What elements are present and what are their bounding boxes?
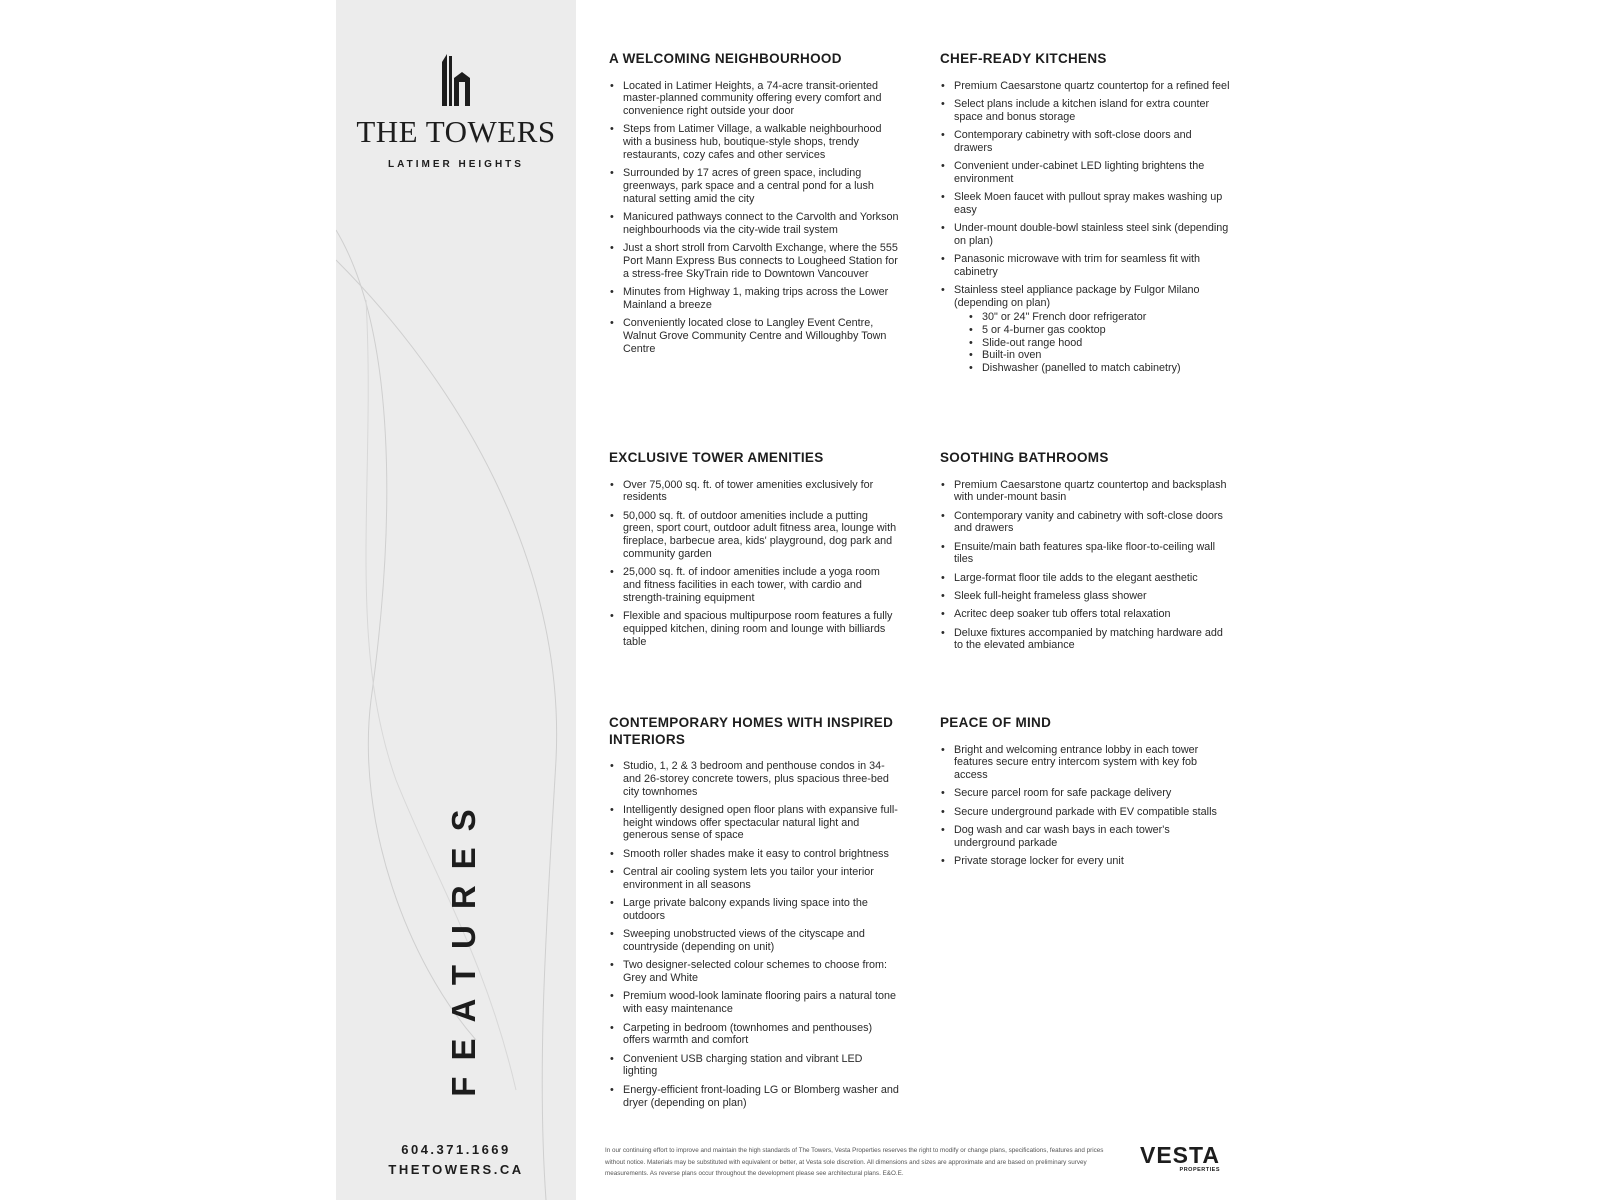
section-title: EXCLUSIVE TOWER AMENITIES	[609, 450, 824, 465]
bullet-icon: •	[941, 855, 945, 868]
list-item: • Large-format floor tile adds to the elegant aesthetic	[941, 571, 1198, 584]
bullet-icon: •	[610, 1021, 614, 1034]
feature-list	[609, 80, 899, 356]
list-item: • Dog wash and car wash bays in each tower's underground parkade	[941, 823, 1170, 849]
towers-logo-icon	[440, 52, 472, 108]
bullet-icon: •	[941, 805, 945, 818]
bullet-icon: •	[610, 847, 614, 860]
section-title: CONTEMPORARY HOMES WITH INSPIRED INTERIORS	[609, 715, 894, 747]
list-item: • Central air cooling system lets you tailor your interior environment in all seasons	[610, 866, 874, 891]
website-link[interactable]: THETOWERS.CA	[388, 1162, 524, 1177]
feature-list	[609, 760, 899, 1109]
bullet-icon: •	[941, 787, 945, 800]
bullet-icon: •	[610, 509, 614, 522]
bullet-icon: •	[610, 990, 614, 1003]
bullet-icon: •	[610, 1052, 614, 1065]
sub-list-item: • 30" or 24" French door refrigerator	[969, 310, 1147, 323]
bullet-icon: •	[941, 608, 945, 621]
bullet-icon: •	[610, 866, 614, 879]
developer-tagline: PROPERTIES	[1179, 1167, 1220, 1173]
bullet-icon: •	[941, 79, 945, 92]
bullet-icon: •	[610, 760, 614, 772]
bullet-icon: •	[941, 626, 945, 639]
list-item: • Intelligently designed open floor plans with expansive full-height windows offer spectacular natural light and generous sense of space	[610, 803, 898, 842]
bullet-icon: •	[969, 336, 973, 349]
bullet-icon: •	[610, 317, 614, 330]
list-item: • Flexible and spacious multipurpose room features a fully equipped kitchen, dining room and lounge with billiards table	[610, 610, 893, 648]
bullet-icon: •	[610, 803, 614, 816]
bullet-icon: •	[610, 286, 614, 299]
bullet-icon: •	[941, 191, 945, 204]
bullet-icon: •	[610, 1083, 614, 1096]
list-item: • Over 75,000 sq. ft. of tower amenities exclusively for residents	[610, 478, 874, 504]
bullet-icon: •	[941, 571, 945, 584]
list-item: • Carpeting in bedroom (townhomes and penthouses) offers warmth and comfort	[610, 1021, 873, 1047]
bullet-icon: •	[610, 167, 614, 180]
list-item: • Manicured pathways connect to the Carvolth and Yorkson neighbourhoods via the city-wide trail system	[610, 211, 899, 236]
list-item: • Premium Caesarstone quartz countertop for a refined feel	[941, 79, 1230, 92]
bullet-icon: •	[610, 79, 614, 92]
section-amenities	[609, 450, 899, 654]
bullet-icon: •	[941, 509, 945, 522]
bullet-icon: •	[941, 284, 945, 297]
list-item: • Studio, 1, 2 & 3 bedroom and penthouse condos in 34- and 26-storey concrete towers, plus spacious three-bed city townhomes	[610, 760, 889, 798]
list-item: • Panasonic microwave with trim for seamless fit with cabinetry	[941, 253, 1201, 279]
bullet-icon: •	[941, 97, 945, 110]
developer-name: VESTA	[1140, 1142, 1220, 1168]
sub-list-item: • Built-in oven	[969, 349, 1042, 362]
list-item: • Contemporary cabinetry with soft-close doors and drawers	[941, 128, 1192, 154]
list-item: • Acritec deep soaker tub offers total relaxation	[941, 608, 1171, 621]
bullet-icon: •	[941, 253, 945, 266]
bullet-icon: •	[941, 590, 945, 603]
list-item: • Smooth roller shades make it easy to control brightness	[610, 847, 889, 860]
section-neighbourhood	[609, 51, 899, 361]
list-item: • Deluxe fixtures accompanied by matching hardware add to the elevated ambiance	[941, 626, 1223, 652]
list-item: • Large private balcony expands living space into the outdoors	[610, 897, 868, 922]
section-bathrooms	[940, 450, 1230, 658]
list-item: • Energy-efficient front-loading LG or Blomberg washer and dryer (depending on plan)	[610, 1083, 899, 1109]
list-item: • Contemporary vanity and cabinetry with soft-close doors and drawers	[941, 509, 1223, 535]
bullet-icon: •	[941, 159, 945, 172]
logo-title: THE TOWERS	[356, 114, 556, 149]
list-item: • Minutes from Highway 1, making trips across the Lower Mainland a breeze	[610, 286, 889, 311]
section-title: SOOTHING BATHROOMS	[940, 450, 1109, 465]
bullet-icon: •	[969, 323, 973, 336]
list-item: • Select plans include a kitchen island for extra counter space and bonus storage	[941, 97, 1210, 123]
bullet-icon: •	[941, 128, 945, 141]
bullet-icon: •	[969, 310, 973, 323]
appliance-sub-list	[968, 311, 1230, 375]
bullet-icon: •	[941, 743, 945, 756]
section-peace-of-mind	[940, 715, 1230, 873]
section-kitchens	[940, 51, 1230, 380]
legal-disclaimer: In our continuing effort to improve and maintain the high standards of The Towers, Vesta Properties reserves the right to modify or change plans, specifications, features and prices without notice. Materials may be substituted with equivalent or better, at Vesta sole discretion. All dimensions and sizes are approximate and are based on preliminary survey measurements. As reverse plans occur throughout the development please see architectural plans. E&O.E.	[605, 1147, 1104, 1177]
list-item: • Private storage locker for every unit	[941, 855, 1124, 868]
feature-list	[940, 80, 1230, 375]
bullet-icon: •	[610, 610, 614, 623]
section-interiors	[609, 715, 899, 1115]
section-title: PEACE OF MIND	[940, 715, 1052, 730]
list-item: • Convenient under-cabinet LED lighting brightens the environment	[941, 159, 1205, 185]
section-title: A WELCOMING NEIGHBOURHOOD	[609, 51, 842, 66]
bullet-icon: •	[969, 362, 973, 375]
bullet-icon: •	[969, 349, 973, 362]
list-item: • Sleek full-height frameless glass shower	[941, 590, 1147, 603]
sub-list-item: • 5 or 4-burner gas cooktop	[969, 323, 1106, 336]
list-item: • 25,000 sq. ft. of indoor amenities include a yoga room and fitness facilities in each tower, with cardio and strength-training equipment	[610, 566, 880, 604]
list-item: • Convenient USB charging station and vibrant LED lighting	[610, 1052, 863, 1078]
bullet-icon: •	[610, 211, 614, 224]
list-item: • 50,000 sq. ft. of outdoor amenities include a putting green, sport court, outdoor adult fitness area, lounge with fireplace, barbecue area, kids' playground, dog park and community garden	[610, 509, 897, 560]
feature-list	[940, 744, 1230, 868]
bullet-icon: •	[941, 222, 945, 235]
list-item: • Secure parcel room for safe package delivery	[941, 787, 1172, 800]
list-item: • Located in Latimer Heights, a 74-acre transit-oriented master-planned community offering every comfort and convenience right outside your door	[610, 79, 882, 118]
bullet-icon: •	[941, 540, 945, 553]
list-item: • Secure underground parkade with EV compatible stalls	[941, 805, 1217, 818]
sub-list-item: • Slide-out range hood	[969, 336, 1083, 349]
developer-logo	[1140, 1143, 1220, 1173]
bullet-icon: •	[941, 478, 945, 491]
bullet-icon: •	[610, 242, 614, 255]
list-item: • Conveniently located close to Langley Event Centre, Walnut Grove Community Centre and Willoughby Town Centre	[610, 317, 887, 355]
feature-list	[609, 479, 899, 649]
bullet-icon: •	[610, 123, 614, 136]
logo-subtitle: LATIMER HEIGHTS	[388, 159, 524, 170]
bullet-icon: •	[610, 566, 614, 579]
list-item: • Sleek Moen faucet with pullout spray makes washing up easy	[941, 191, 1223, 216]
bullet-icon: •	[610, 959, 614, 972]
list-item: • Stainless steel appliance package by Fulgor Milano (depending on plan) • 30" or 24" French door refrigerator • 5 or 4-burner gas cooktop • Slide-out range hood • Built-in oven • Dishwasher (panelled to match cabinetry)	[940, 284, 1230, 375]
phone-number[interactable]: 604.371.1669	[401, 1142, 511, 1157]
section-title: CHEF-READY KITCHENS	[940, 51, 1107, 66]
feature-list	[940, 479, 1230, 653]
list-item: • Under-mount double-bowl stainless steel sink (depending on plan)	[941, 222, 1229, 247]
list-item: • Premium wood-look laminate flooring pairs a natural tone with easy maintenance	[610, 990, 897, 1016]
bullet-icon: •	[610, 478, 614, 491]
list-item: • Two designer-selected colour schemes to choose from: Grey and White	[610, 959, 888, 985]
list-item: • Premium Caesarstone quartz countertop and backsplash with under-mount basin	[941, 478, 1227, 504]
bullet-icon: •	[610, 928, 614, 941]
list-item: • Steps from Latimer Village, a walkable neighbourhood with a business hub, boutique-style shops, trendy restaurants, cozy cafes and other services	[610, 123, 882, 161]
list-item: • Ensuite/main bath features spa-like floor-to-ceiling wall tiles	[941, 540, 1216, 566]
list-item: • Surrounded by 17 acres of green space, including greenways, park space and a central pond for a lush natural setting amid the city	[610, 167, 874, 205]
bullet-icon: •	[610, 897, 614, 910]
features-vertical-label: FEATURES	[445, 793, 482, 1097]
list-item: • Bright and welcoming entrance lobby in each tower features secure entry intercom system with key fob access	[941, 743, 1199, 782]
bullet-icon: •	[941, 823, 945, 836]
sub-list-item: • Dishwasher (panelled to match cabinetry)	[969, 362, 1181, 375]
list-item: • Sweeping unobstructed views of the cityscape and countryside (depending on unit)	[610, 928, 865, 954]
list-item: • Just a short stroll from Carvolth Exchange, where the 555 Port Mann Express Bus connects to Lougheed Station for a stress-free SkyTrain ride to Downtown Vancouver	[610, 242, 898, 280]
